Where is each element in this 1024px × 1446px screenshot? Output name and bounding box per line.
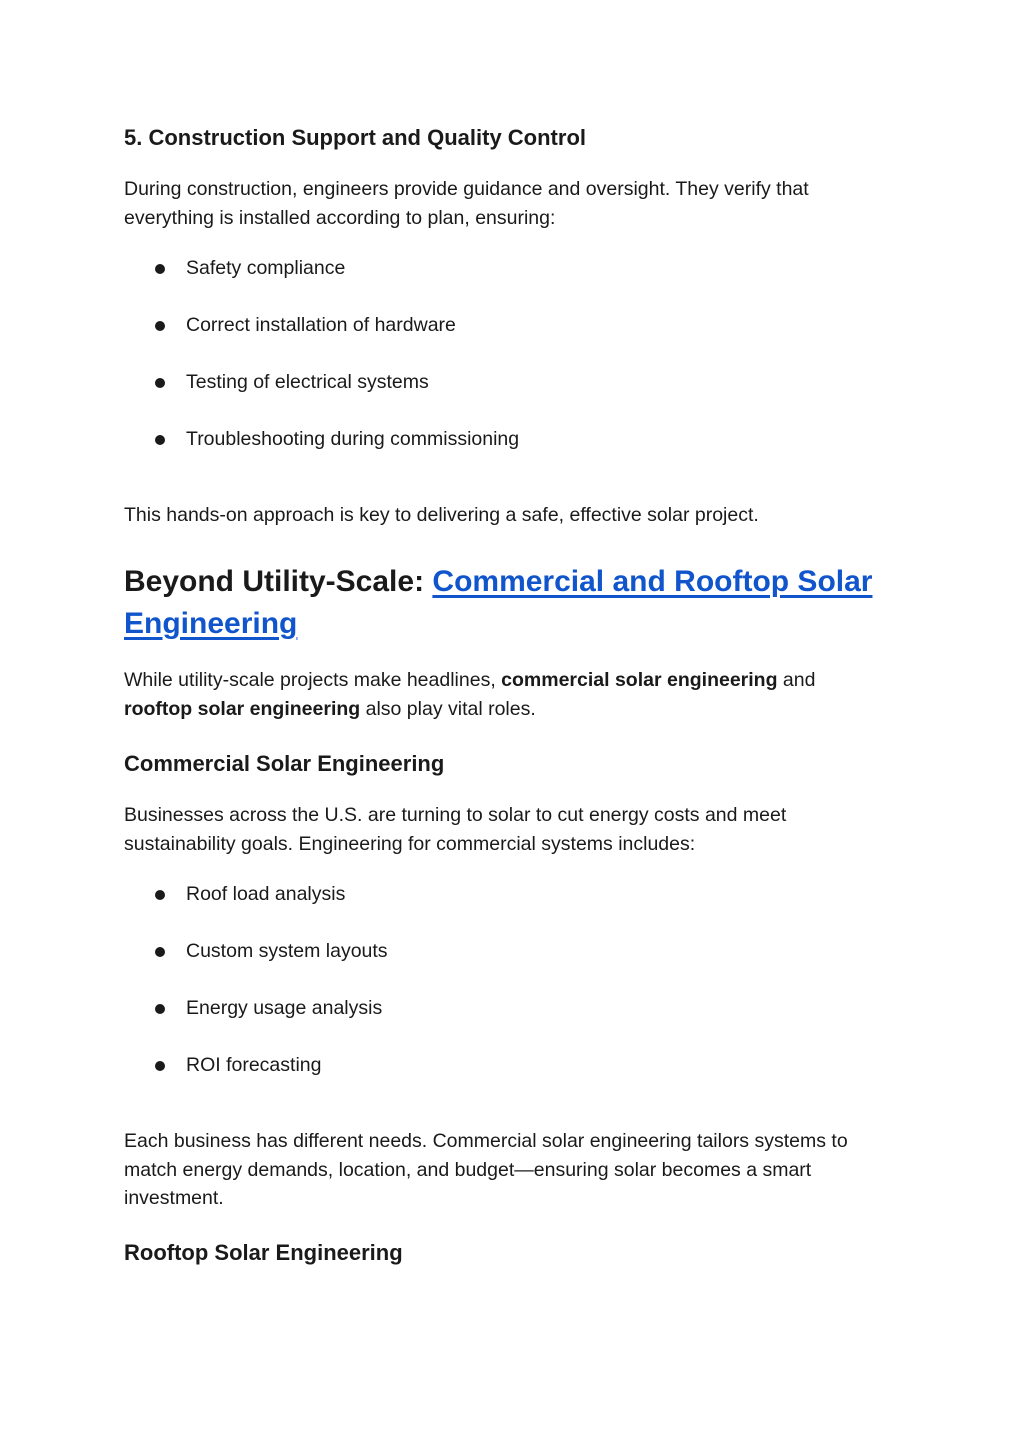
construction-checklist — [124, 254, 519, 482]
bullet-icon — [155, 321, 165, 331]
list-item — [124, 880, 388, 937]
list-item-text: Testing of electrical systems — [186, 371, 429, 393]
list-item-text: ROI forecasting — [186, 1054, 322, 1076]
bullet-icon — [155, 1061, 165, 1071]
bullet-icon — [155, 890, 165, 900]
section-heading-commercial-solar: Commercial Solar Engineering — [124, 751, 445, 776]
construction-closing-paragraph: This hands-on approach is key to delivering a safe, effective solar project. — [124, 504, 759, 526]
list-item-text: Correct installation of hardware — [186, 314, 456, 336]
list-item-text: Troubleshooting during commissioning — [186, 428, 520, 450]
list-item-text: Safety compliance — [186, 257, 346, 279]
list-item — [124, 368, 519, 425]
commercial-rooftop-link[interactable]: Commercial and Rooftop Solar Engineering — [124, 565, 873, 640]
beyond-intro-paragraph — [124, 666, 899, 723]
construction-intro-paragraph: During construction, engineers provide guidance and oversight. They verify that everything is installed according to plan, ensuring: — [124, 178, 809, 229]
list-item — [124, 937, 388, 994]
list-item-text: Roof load analysis — [186, 883, 346, 905]
commercial-checklist — [124, 880, 388, 1108]
bullet-icon — [155, 435, 165, 445]
list-item — [124, 311, 519, 368]
list-item-text: Custom system layouts — [186, 940, 388, 962]
section-heading-construction-support: 5. Construction Support and Quality Control — [124, 125, 586, 150]
bullet-icon — [155, 378, 165, 388]
bold-term-commercial: commercial solar engineering — [501, 669, 778, 691]
list-item — [124, 994, 388, 1051]
commercial-intro-paragraph: Businesses across the U.S. are turning to solar to cut energy costs and meet sustainability goals. Engineering for commercial systems includes: — [124, 804, 787, 855]
list-item — [124, 425, 519, 482]
section-heading-rooftop-solar: Rooftop Solar Engineering — [124, 1240, 403, 1265]
bullet-icon — [155, 1004, 165, 1014]
commercial-closing-paragraph: Each business has different needs. Commercial solar engineering tailors systems to match energy demands, location, and budget—ensuring solar becomes a smart investment. — [124, 1130, 848, 1209]
list-item — [124, 1051, 388, 1108]
intro-text: While utility-scale projects make headlines, — [124, 669, 502, 691]
list-item-text: Energy usage analysis — [186, 997, 383, 1019]
bullet-icon — [155, 947, 165, 957]
list-item — [124, 254, 519, 311]
heading-prefix: Beyond Utility-Scale: — [124, 565, 433, 598]
bold-term-rooftop: rooftop solar engineering — [124, 697, 361, 720]
intro-text: also play vital roles. — [360, 697, 536, 720]
intro-text: and — [777, 669, 816, 691]
section-heading-beyond-utility-scale — [124, 561, 904, 645]
bullet-icon — [155, 264, 165, 274]
